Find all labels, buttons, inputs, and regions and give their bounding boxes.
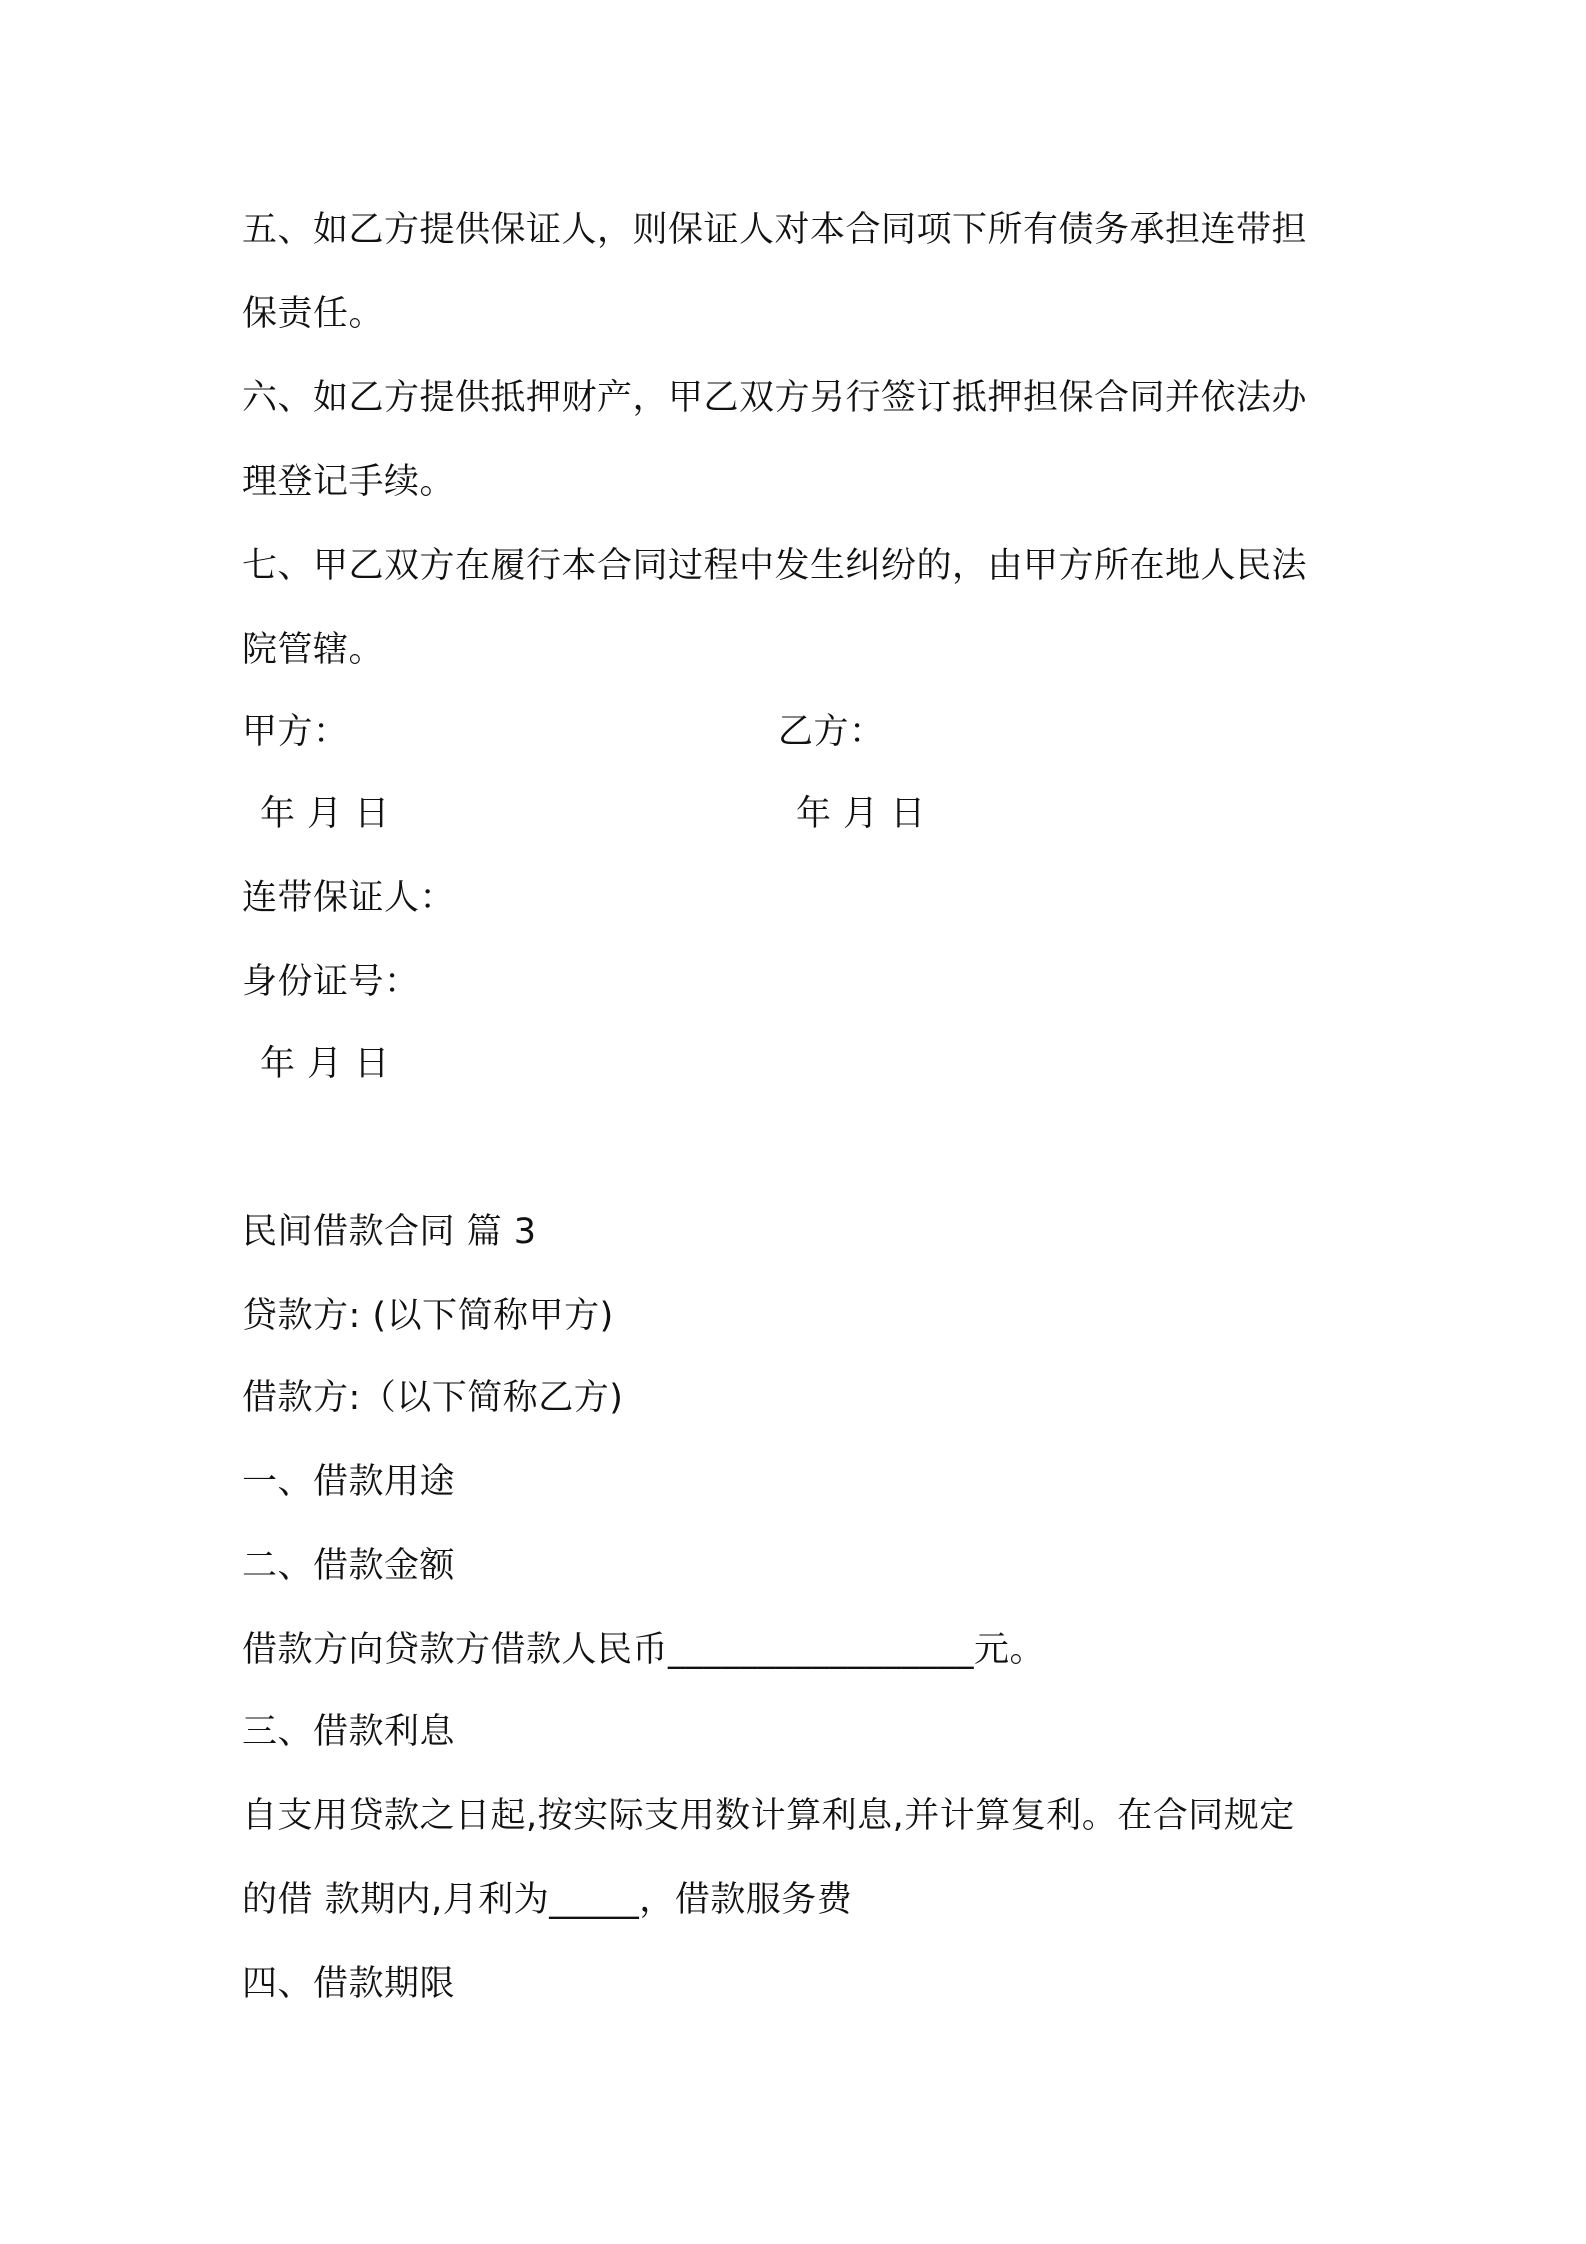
clause-7-line-1: 七、甲乙双方在履行本合同过程中发生纠纷的，由甲方所在地人民法 [242, 546, 1308, 586]
clause-7-line-2: 院管辖。 [242, 630, 385, 670]
section-3-body-line-2: 的借 款期内,月利为_____，借款服务费 [242, 1880, 853, 1920]
section-2-body: 借款方向贷款方借款人民币_________________元。 [242, 1630, 1046, 1670]
clause-6-line-2: 理登记手续。 [242, 462, 456, 502]
borrower-line: 借款方:（以下简称乙方) [242, 1378, 624, 1418]
section-2-heading: 二、借款金额 [242, 1546, 456, 1586]
clause-5-line-1: 五、如乙方提供保证人，则保证人对本合同项下所有债务承担连带担 [242, 210, 1308, 250]
section-3-heading: 三、借款利息 [242, 1712, 456, 1752]
section-1-heading: 一、借款用途 [242, 1462, 456, 1502]
lender-line: 贷款方: (以下简称甲方) [242, 1296, 614, 1336]
section-3-body-line-1: 自支用贷款之日起,按实际支用数计算利息,并计算复利。在合同规定 [242, 1796, 1295, 1836]
party-a-label: 甲方： [242, 712, 349, 752]
id-number-label: 身份证号： [242, 962, 420, 1002]
party-b-date: 年 月 日 [796, 794, 926, 834]
contract-3-title: 民间借款合同 篇 3 [242, 1212, 537, 1252]
clause-5-line-2: 保责任。 [242, 294, 385, 334]
section-4-heading: 四、借款期限 [242, 1964, 456, 2004]
party-a-date: 年 月 日 [260, 794, 390, 834]
guarantor-label: 连带保证人： [242, 878, 456, 918]
clause-6-line-1: 六、如乙方提供抵押财产，甲乙双方另行签订抵押担保合同并依法办 [242, 378, 1308, 418]
party-b-label: 乙方： [778, 712, 885, 752]
guarantor-date: 年 月 日 [260, 1044, 390, 1084]
